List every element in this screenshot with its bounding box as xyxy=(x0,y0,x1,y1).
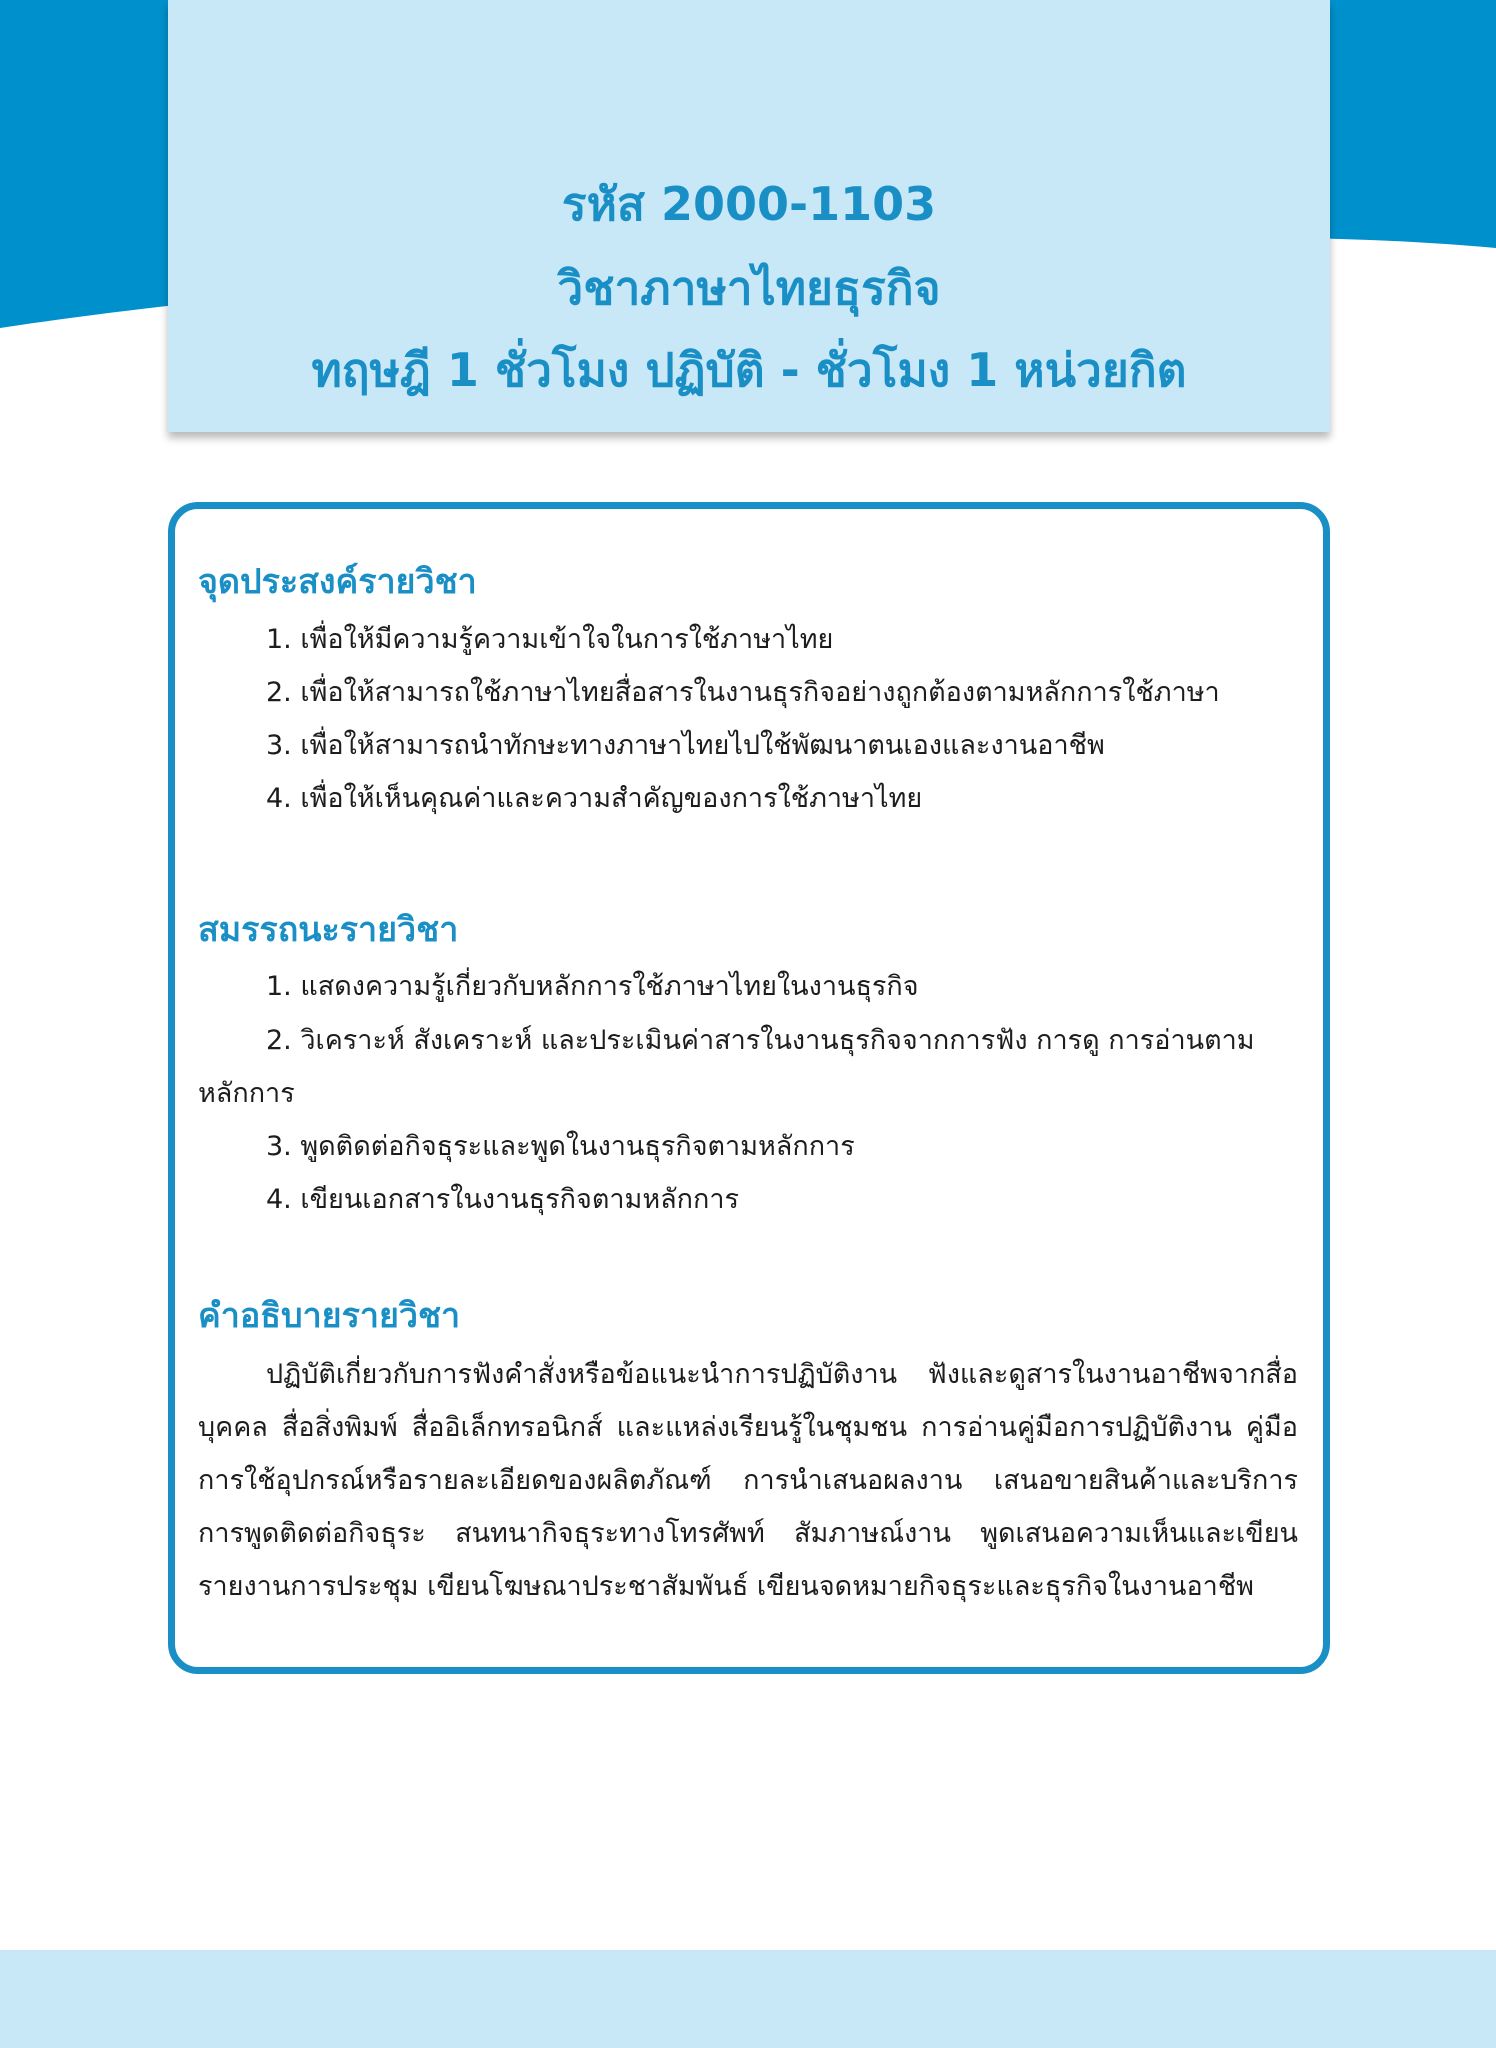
competency-item: 1. แสดงความรู้เกี่ยวกับหลักการใช้ภาษาไทยในงานธุรกิจ xyxy=(266,971,919,1002)
competency-item: 2. วิเคราะห์ สังเคราะห์ และประเมินค่าสารในงานธุรกิจจากการฟัง การดู การอ่านตาม xyxy=(266,1025,1255,1056)
course-hours: ทฤษฎี 1 ชั่วโมง ปฏิบัติ - ชั่วโมง 1 หน่วยกิต xyxy=(311,343,1187,397)
competency-item-continuation: หลักการ xyxy=(198,1078,295,1109)
objectives-title: จุดประสงค์รายวิชา xyxy=(198,562,477,602)
description-text: ปฏิบัติเกี่ยวกับการฟังคำสั่งหรือข้อแนะนำการปฏิบัติงาน ฟังและดูสารในงานอาชีพจากสื่อบุคคล สื่อสิ่งพิมพ์ สื่ออิเล็กทรอนิกส์ และแหล่งเรียนรู้ในชุมชน การอ่านคู่มือการปฏิบัติงาน คู่มือการใช้อุปกรณ์หรือรายละเอียดของผลิตภัณฑ์ การนำเสนอผลงาน เสนอขายสินค้าและบริการ การพูดติดต่อกิจธุระ สนทนากิจธุระทางโทรศัพท์ สัมภาษณ์งาน พูดเสนอความเห็นและเขียนรายงานการประชุม เขียนโฆษณาประชาสัมพันธ์ เขียนจดหมายกิจธุระและธุรกิจในงานอาชีพ xyxy=(198,1359,1298,1602)
bottom-band xyxy=(0,1950,1496,2048)
competencies-title: สมรรถนะรายวิชา xyxy=(198,910,459,950)
course-header-card xyxy=(168,0,1330,432)
course-code: รหัส 2000-1103 xyxy=(561,177,937,231)
objective-item: 2. เพื่อให้สามารถใช้ภาษาไทยสื่อสารในงานธุรกิจอย่างถูกต้องตามหลักการใช้ภาษา xyxy=(266,677,1220,708)
objective-item: 1. เพื่อให้มีความรู้ความเข้าใจในการใช้ภาษาไทย xyxy=(266,624,834,655)
objective-item: 4. เพื่อให้เห็นคุณค่าและความสำคัญของการใช้ภาษาไทย xyxy=(266,783,923,814)
competency-item: 4. เขียนเอกสารในงานธุรกิจตามหลักการ xyxy=(266,1184,740,1215)
objective-item: 3. เพื่อให้สามารถนำทักษะทางภาษาไทยไปใช้พัฒนาตนเองและงานอาชีพ xyxy=(266,730,1105,761)
description-title: คำอธิบายรายวิชา xyxy=(198,1296,461,1336)
competency-item: 3. พูดติดต่อกิจธุระและพูดในงานธุรกิจตามหลักการ xyxy=(266,1131,855,1162)
course-name: วิชาภาษาไทยธุรกิจ xyxy=(557,261,941,315)
